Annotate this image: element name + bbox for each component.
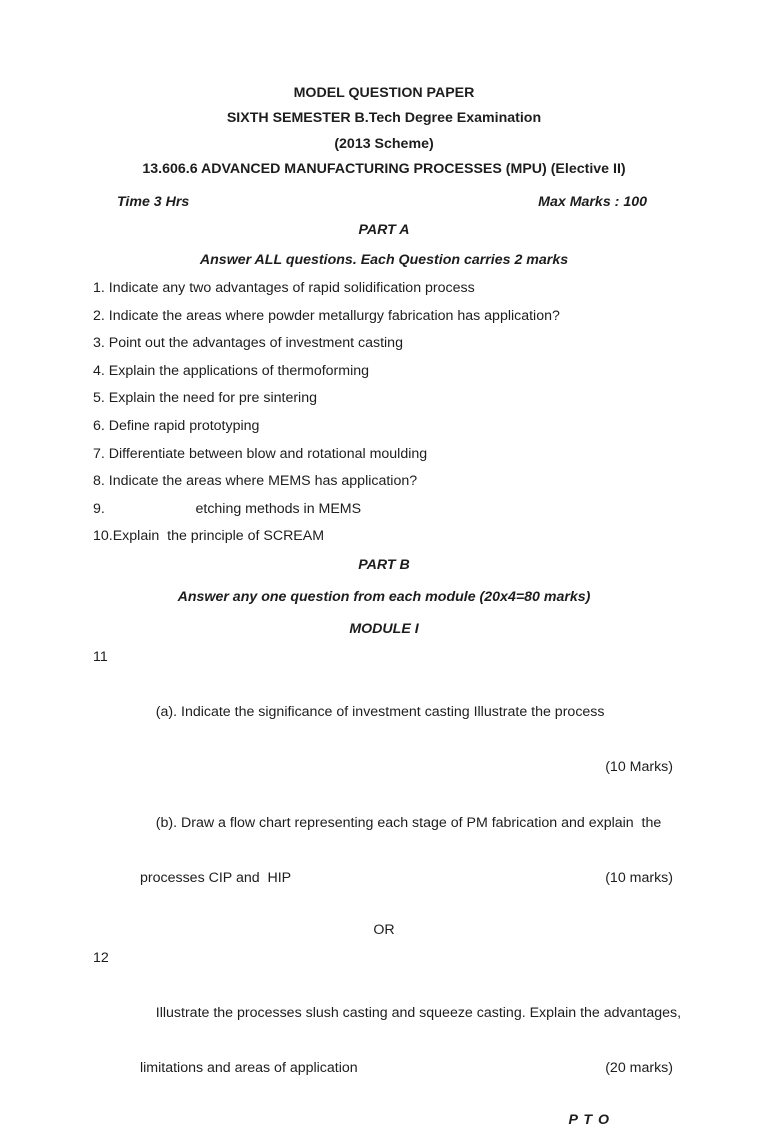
time-label: Time 3 Hrs <box>117 194 190 211</box>
scheme-line: (2013 Scheme) <box>334 135 434 152</box>
max-marks-label: Max Marks : 100 <box>538 194 647 211</box>
part-a-heading: PART A <box>358 221 410 238</box>
module-1-heading: MODULE I <box>349 621 419 638</box>
question-12-text-line2: limitations and areas of application <box>140 1060 358 1077</box>
question-11a-text: (a). Indicate the significance of investment casting Illustrate the process <box>155 704 605 721</box>
question-line-8: 8. Indicate the areas where MEMS has application? <box>93 473 418 490</box>
question-12-row <box>0 945 768 1055</box>
question-12-row2 <box>0 1055 768 1083</box>
question-line-5: 5. Explain the need for pre sintering <box>93 390 317 407</box>
part-b-instruction: Answer any one question from each module (20x4=80 marks) <box>177 589 591 606</box>
question-11b-text-line2: processes CIP and HIP <box>140 869 292 886</box>
question-12-marks: (20 marks) <box>605 1060 673 1077</box>
question-line-3: 3. Point out the advantages of investment casting <box>93 335 403 352</box>
part-b-heading: PART B <box>358 557 410 574</box>
paper-title: MODEL QUESTION PAPER <box>293 85 475 101</box>
or-separator: OR <box>373 922 395 938</box>
question-line-1: 1. Indicate any two advantages of rapid solidification process <box>93 279 475 296</box>
question-line-4: 4. Explain the applications of thermoforming <box>93 362 370 379</box>
question-11b-row <box>0 782 768 865</box>
part-a-instruction: Answer ALL questions. Each Question carries 2 marks <box>199 252 569 269</box>
question-line-10: 10.Explain the principle of SCREAM <box>93 528 325 545</box>
question-12-number: 12 <box>93 949 109 966</box>
question-11-number: 11 <box>93 649 108 666</box>
question-11b-marks: (10 marks) <box>605 869 673 886</box>
question-11a-row <box>0 644 768 754</box>
question-line-9: 9. etching methods in MEMS <box>93 500 362 517</box>
exam-meta-row <box>0 189 768 217</box>
question-11b-text-line1: (b). Draw a flow chart representing each stage of PM fabrication and explain the <box>155 814 662 831</box>
question-11b-row2 <box>0 865 768 893</box>
pto-footer: P T O <box>568 1111 610 1128</box>
question-line-2: 2. Indicate the areas where powder metallurgy fabrication has application? <box>93 307 560 324</box>
question-line-7: 7. Differentiate between blow and rotational moulding <box>93 445 428 462</box>
question-12-text-line1: Illustrate the processes slush casting and squeeze casting. Explain the advantages, <box>155 1005 682 1022</box>
question-11a-marks: (10 Marks) <box>605 759 673 776</box>
course-line: 13.606.6 ADVANCED MANUFACTURING PROCESSES (MPU) (Elective II) <box>142 161 626 178</box>
question-line-6: 6. Define rapid prototyping <box>93 417 260 434</box>
semester-line: SIXTH SEMESTER B.Tech Degree Examination <box>226 110 542 127</box>
